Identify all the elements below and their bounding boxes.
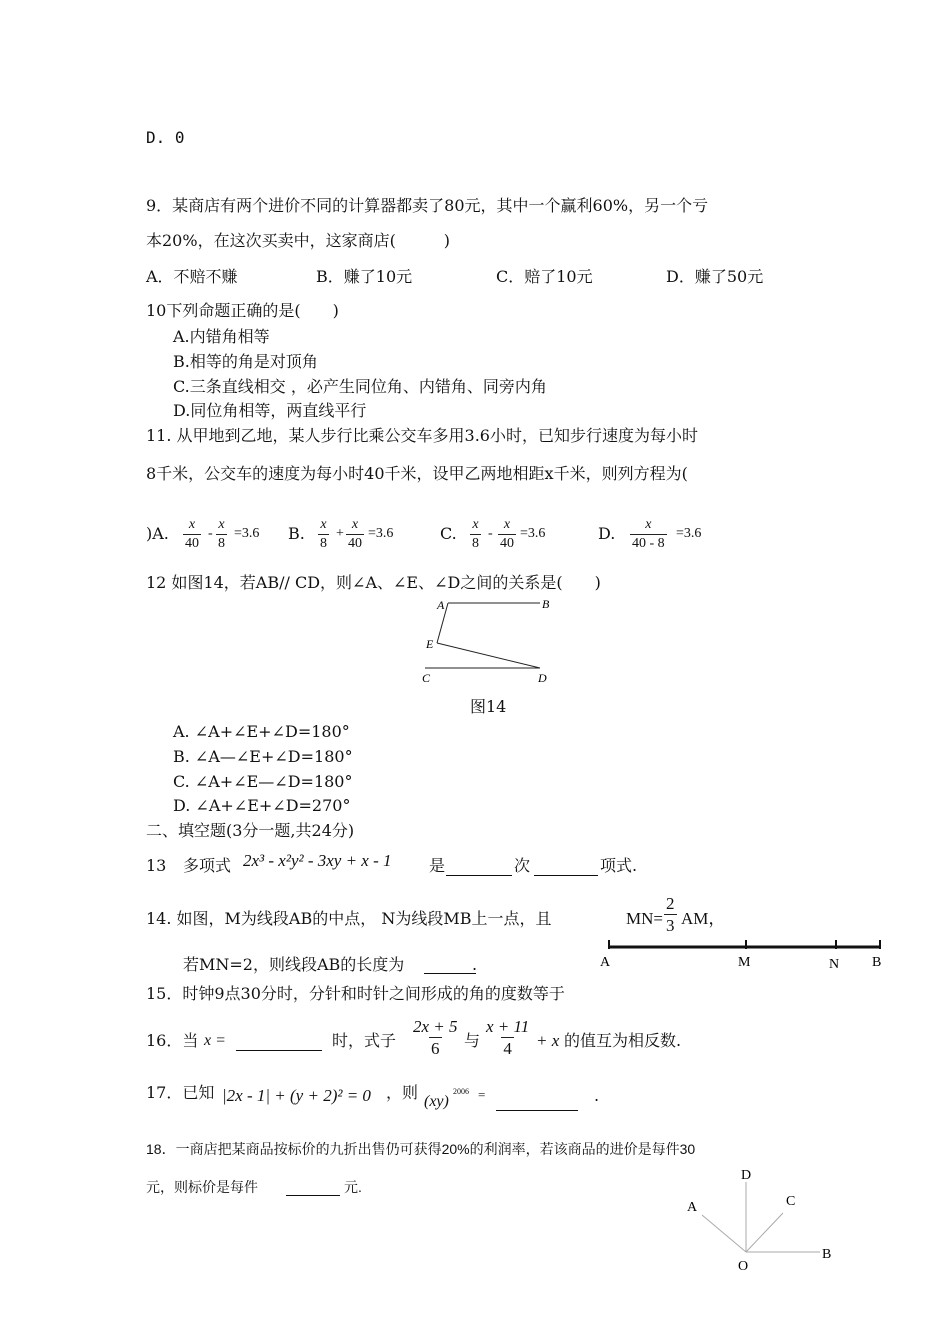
q17-blank[interactable] [496, 1094, 578, 1111]
q11-a-frac2-den: 8 [218, 536, 225, 551]
q11-c-frac1-den: 8 [472, 536, 479, 551]
point-a-label: A [687, 1200, 698, 1215]
q12-option-b: B. ∠A—∠E+∠D=180° [173, 747, 353, 766]
q11-line2: 8千米，公交车的速度为每小时40千米，设甲乙两地相距x千米，则列方程为( [146, 464, 688, 483]
q17-exponent: 2006 [453, 1087, 469, 1096]
q11-b-plus: + [336, 526, 344, 541]
q14-blank[interactable] [424, 957, 476, 974]
q14-am: AM， [681, 909, 726, 928]
q11-a-frac1-den: 40 [185, 536, 199, 551]
q12-stem: 12 如图14，若AB// CD，则∠A、∠E、∠D之间的关系是( ) [146, 573, 601, 592]
q13-suffix-1: 是 [429, 856, 446, 875]
point-e-label: E [426, 637, 434, 651]
q13-suffix-2: 次 [514, 856, 531, 875]
q16-frac2 [484, 1018, 531, 1057]
q11-c-frac1-num: x [472, 517, 479, 532]
q16-mid: 时，式子 [332, 1031, 397, 1050]
q11-c-minus: - [488, 526, 493, 541]
q11-b-frac1-num: x [320, 517, 327, 532]
q16-prefix: 16．当 [146, 1031, 199, 1050]
q14-line2-end: . [472, 955, 478, 974]
q12-figure-caption: 图14 [470, 697, 507, 716]
q11-paren-close-a: )A. [146, 524, 169, 543]
q12-figure [415, 594, 560, 686]
point-d-label: D [741, 1168, 752, 1183]
q9-option-a: A．不赔不赚 [146, 267, 238, 286]
q16-frac1-num: 2x + 5 [413, 1017, 458, 1036]
q11-a-frac1-num: x [188, 517, 196, 532]
point-a-label: A [600, 955, 611, 970]
ray-oa [702, 1215, 746, 1252]
q13-blank-2[interactable] [534, 858, 598, 876]
q14-segment-figure [596, 937, 892, 973]
q18-line2-a: 元，则标价是每件 [146, 1179, 258, 1195]
q12-option-d: D. ∠A+∠E+∠D=270° [173, 796, 351, 815]
q12-option-c: C. ∠A+∠E—∠D=180° [173, 772, 353, 791]
q13-prefix: 多项式 [183, 856, 232, 875]
section2-title: 二、填空题(3分一题,共24分) [146, 821, 355, 840]
q11-a-frac2-num: x [218, 517, 225, 532]
point-d-label: D [538, 671, 547, 685]
q10-option-b: B.相等的角是对顶角 [173, 352, 318, 371]
q11-a-eq: =3.6 [234, 526, 260, 541]
q11-c-frac2-den: 40 [500, 536, 514, 551]
q16-suffix: 的值互为相反数. [564, 1031, 682, 1050]
point-m-label: M [738, 955, 751, 970]
q10-option-c: C.三条直线相交 ，必产生同位角、内错角、同旁内角 [173, 377, 547, 396]
q18-line2-b: 元. [344, 1179, 362, 1195]
q9-option-b: B．赚了10元 [316, 267, 413, 286]
q11-d-frac [630, 518, 667, 551]
q16-frac2-den: 4 [503, 1039, 512, 1058]
q13-blank-1[interactable] [446, 858, 512, 876]
ray-oc [746, 1213, 783, 1252]
q18-line1: 18．一商店把某商品按标价的九折出售仍可获得20%的利润率，若该商品的进价是每件30 [146, 1141, 696, 1157]
q8-option-d: D. 0 [146, 128, 185, 147]
q11-c-frac2 [498, 518, 516, 551]
q17-then: ，则 [386, 1083, 419, 1102]
q9-option-d: D．赚了50元 [666, 267, 764, 286]
q16-plus-x: + x [536, 1031, 560, 1050]
q9-line2: 本20%，在这次买卖中，这家商店( ) [146, 231, 451, 250]
point-b-label: B [542, 597, 550, 611]
q11-c-frac1 [470, 518, 481, 551]
q13-number: 13 [146, 856, 167, 875]
q11-b-frac2-den: 40 [348, 536, 362, 551]
point-o-label: O [738, 1259, 749, 1274]
q14-fraction [664, 895, 677, 934]
q16-frac1 [411, 1018, 460, 1057]
q11-c-eq: =3.6 [520, 526, 546, 541]
q11-d-eq: =3.6 [676, 526, 702, 541]
q11-d-frac-den: 40 - 8 [632, 536, 665, 551]
point-b-label: B [872, 955, 882, 970]
q11-b-eq: =3.6 [368, 526, 394, 541]
q16-blank[interactable] [236, 1033, 322, 1051]
q14-frac-den: 3 [666, 916, 675, 935]
q11-a-minus: - [208, 526, 213, 541]
q11-b-frac1-den: 8 [320, 536, 327, 551]
q17-expr2: (xy) [424, 1093, 449, 1110]
q11-label-b: B. [288, 524, 305, 543]
q14-mn-eq: MN= [626, 909, 663, 928]
q13-polynomial: 2x³ - x²y² - 3xy + x - 1 [243, 851, 392, 870]
q10-stem: 10下列命题正确的是( ) [146, 301, 339, 320]
point-c-label: C [422, 671, 431, 685]
q11-b-frac2 [346, 518, 364, 551]
q16-var: x = [204, 1032, 226, 1049]
point-n-label: N [829, 957, 840, 972]
q12-option-a: A. ∠A+∠E+∠D=180° [173, 722, 350, 741]
q17-expr: |2x - 1| + (y + 2)² = 0 [222, 1086, 371, 1105]
q15-text: 15．时钟9点30分时，分针和时针之间形成的角的度数等于 [146, 984, 565, 1003]
q11-c-frac2-num: x [503, 517, 511, 532]
q9-option-c: C．赔了10元 [496, 267, 593, 286]
q17-end: . [594, 1086, 600, 1105]
q11-b-frac1 [318, 518, 329, 551]
q11-d-frac-num: x [645, 517, 652, 532]
q18-blank[interactable] [286, 1180, 340, 1196]
q17-eq: = [478, 1087, 486, 1102]
q11-line1: 11. 从甲地到乙地，某人步行比乘公交车多用3.6小时，已知步行速度为每小时 [146, 426, 698, 445]
q11-b-frac2-num: x [351, 517, 359, 532]
q11-label-d: D. [598, 524, 616, 543]
q13-suffix-3: 项式. [600, 856, 638, 875]
q16-with: 与 [464, 1031, 481, 1050]
q10-option-a: A.内错角相等 [173, 327, 270, 346]
q11-label-c: C. [440, 524, 457, 543]
line-ed [437, 643, 540, 668]
q14-line1: 14. 如图，M为线段AB的中点， N为线段MB上一点，且 [146, 909, 552, 928]
q11-a-frac2 [216, 518, 227, 551]
q9-line1: 9．某商店有两个进价不同的计算器都卖了80元，其中一个赢利60%，另一个亏 [146, 196, 709, 215]
q11-a-frac1 [183, 518, 201, 551]
q14-line2: 若MN=2，则线段AB的长度为 [183, 955, 405, 974]
q10-option-d: D.同位角相等，两直线平行 [173, 401, 367, 420]
point-a-label: A [437, 598, 445, 612]
q14-frac-num: 2 [666, 894, 675, 913]
q18-angle-figure [680, 1160, 840, 1275]
point-c-label: C [786, 1194, 796, 1209]
q16-frac2-num: x + 11 [486, 1017, 530, 1036]
q17-prefix: 17．已知 [146, 1083, 215, 1102]
point-b-label: B [822, 1247, 832, 1262]
q16-frac1-den: 6 [431, 1039, 440, 1058]
